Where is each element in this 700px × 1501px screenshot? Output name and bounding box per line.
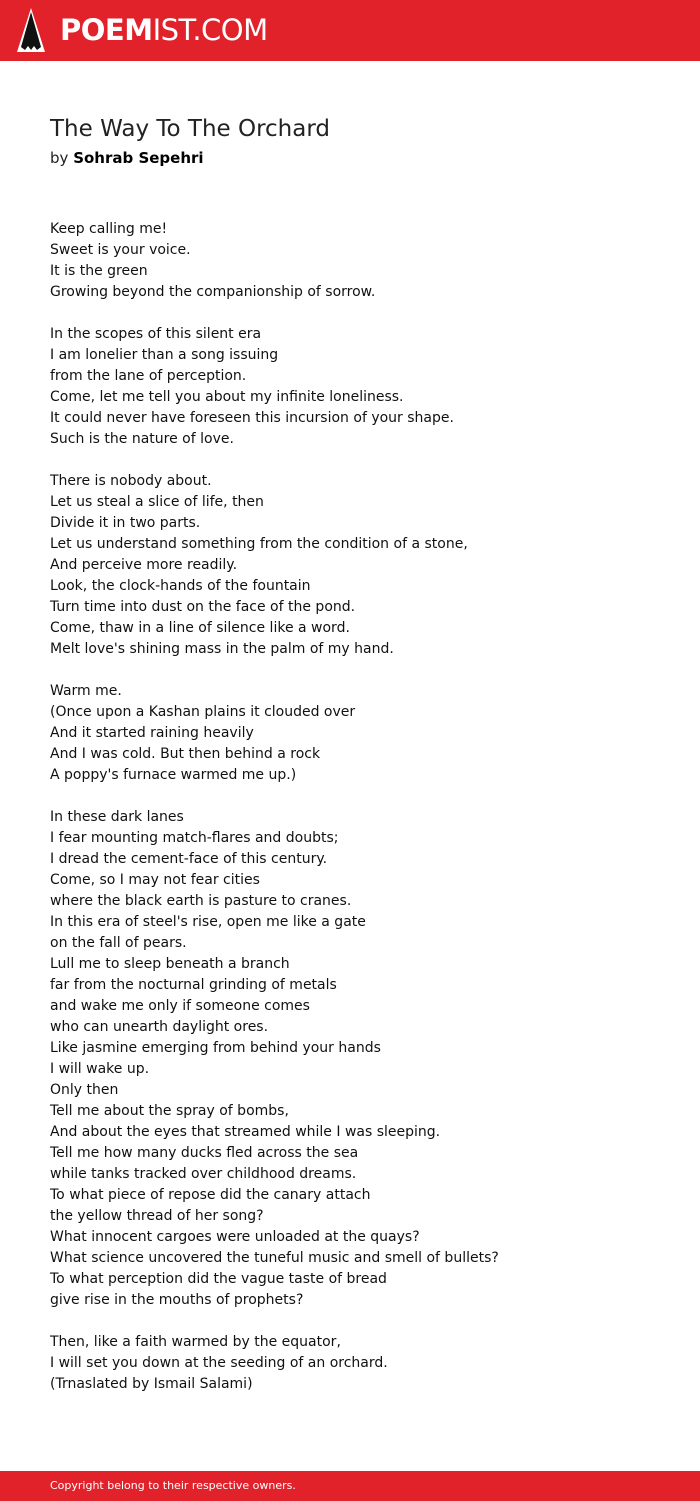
poem-line: In this era of steel's rise, open me like a gate — [50, 914, 366, 930]
poem-line: It could never have foreseen this incursion of your shape. — [50, 410, 454, 426]
poem-line: Let us steal a slice of life, then — [50, 494, 264, 510]
poem-line: What innocent cargoes were unloaded at the quays? — [50, 1229, 420, 1245]
site-header — [0, 0, 700, 61]
poem-line: In these dark lanes — [50, 809, 184, 825]
site-wordmark — [60, 12, 268, 47]
poem-line: from the lane of perception. — [50, 368, 247, 384]
poem-line: Warm me. — [50, 683, 122, 699]
wordmark-bold: POEM — [60, 12, 153, 47]
poem-line: Divide it in two parts. — [50, 515, 201, 531]
poem-line: who can unearth daylight ores. — [50, 1019, 269, 1035]
poem-line: It is the green — [50, 263, 148, 279]
poem-line: Tell me about the spray of bombs, — [50, 1103, 289, 1119]
poem-line: far from the nocturnal grinding of metals — [50, 977, 337, 993]
poem-line: And about the eyes that streamed while I was sleeping. — [50, 1124, 441, 1140]
poem-line: Let us understand something from the condition of a stone, — [50, 536, 468, 552]
poem-line: To what perception did the vague taste of bread — [50, 1271, 387, 1287]
poem-line: Come, thaw in a line of silence like a word. — [50, 620, 350, 636]
poem-line: Tell me how many ducks fled across the sea — [50, 1145, 359, 1161]
poem-line: Come, let me tell you about my infinite loneliness. — [50, 389, 404, 405]
poem-line: There is nobody about. — [50, 473, 212, 489]
poem-line: Turn time into dust on the face of the pond. — [50, 599, 356, 615]
poem-line: Lull me to sleep beneath a branch — [50, 956, 290, 972]
site-logo-link[interactable] — [16, 7, 268, 53]
by-label: by — [50, 149, 69, 167]
wordmark-light: IST.COM — [152, 12, 268, 47]
poem-author: Sohrab Sepehri — [73, 149, 204, 167]
poem-line: I will set you down at the seeding of an orchard. — [50, 1355, 388, 1371]
poem-line: Melt love's shining mass in the palm of my hand. — [50, 641, 394, 657]
poem-line: What science uncovered the tuneful music and smell of bullets? — [50, 1250, 499, 1266]
poem-line: and wake me only if someone comes — [50, 998, 310, 1014]
poem-line: give rise in the mouths of prophets? — [50, 1292, 304, 1308]
site-footer — [0, 1471, 700, 1501]
pencil-tip-icon — [16, 7, 46, 53]
poem-line: Growing beyond the companionship of sorrow. — [50, 284, 376, 300]
copyright-notice: Copyright belong to their respective owners. — [50, 1479, 296, 1492]
stanza-gap — [50, 786, 690, 807]
poem-line: Such is the nature of love. — [50, 431, 234, 447]
poem-line: Only then — [50, 1082, 119, 1098]
stanza-gap — [50, 450, 690, 471]
poem-line: the yellow thread of her song? — [50, 1208, 264, 1224]
poem-line: And perceive more readily. — [50, 557, 238, 573]
stanza-gap — [50, 660, 690, 681]
poem-line: A poppy's furnace warmed me up.) — [50, 767, 297, 783]
poem-line: on the fall of pears. — [50, 935, 187, 951]
poem-body — [50, 219, 690, 1395]
poem-line: while tanks tracked over childhood dreams. — [50, 1166, 357, 1182]
poem-line: And it started raining heavily — [50, 725, 254, 741]
poem-line: To what piece of repose did the canary attach — [50, 1187, 371, 1203]
poem-line: Come, so I may not fear cities — [50, 872, 260, 888]
poem-line: And I was cold. But then behind a rock — [50, 746, 321, 762]
poem-line: Look, the clock-hands of the fountain — [50, 578, 311, 594]
poem-line: I will wake up. — [50, 1061, 150, 1077]
poem-line: where the black earth is pasture to cranes. — [50, 893, 352, 909]
poem-byline — [50, 149, 204, 167]
poem-line: Then, like a faith warmed by the equator, — [50, 1334, 341, 1350]
stanza-gap — [50, 303, 690, 324]
poem-line: Keep calling me! — [50, 221, 168, 237]
poem-line: (Once upon a Kashan plains it clouded over — [50, 704, 356, 720]
poem-line: I fear mounting match-flares and doubts; — [50, 830, 339, 846]
poem-line: (Trnaslated by Ismail Salami) — [50, 1376, 253, 1392]
poem-line: Like jasmine emerging from behind your hands — [50, 1040, 381, 1056]
poem-line: Sweet is your voice. — [50, 242, 191, 258]
poem-title: The Way To The Orchard — [50, 116, 331, 142]
poem-line: I am lonelier than a song issuing — [50, 347, 279, 363]
stanza-gap — [50, 1311, 690, 1332]
poem-line: I dread the cement-face of this century. — [50, 851, 328, 867]
poem-line: In the scopes of this silent era — [50, 326, 262, 342]
